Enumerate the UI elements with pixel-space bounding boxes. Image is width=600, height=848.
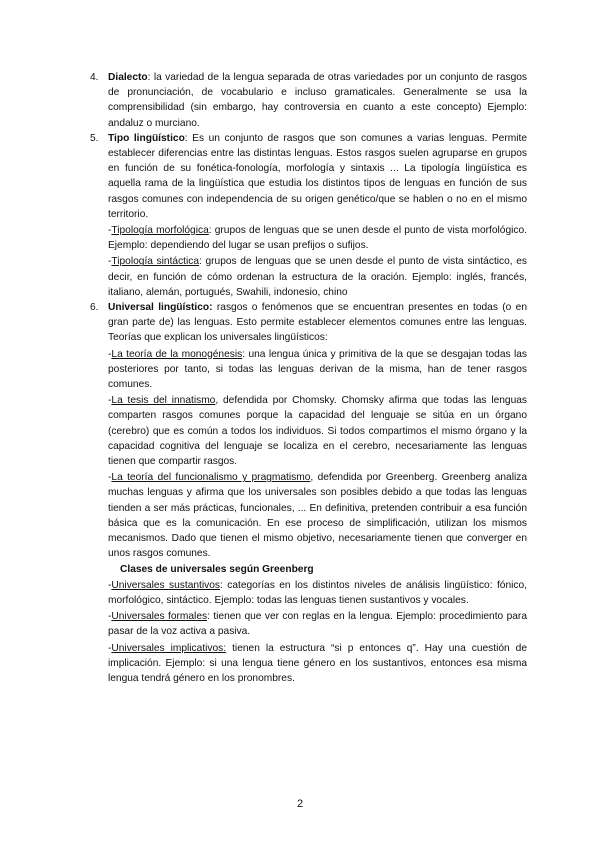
page-content — [90, 70, 527, 686]
sub-label: Tipología sintáctica — [111, 256, 200, 268]
list-item-universal-linguistico — [90, 300, 527, 686]
item-paragraph — [108, 70, 527, 131]
sub-label: Universales formales — [111, 611, 208, 623]
sub-paragraph: -Tipología morfológica: grupos de lenguas que se unen desde el punto de vista morfológico. Ejemplo: dependiendo del lugar se usan prefijos o sufijos. — [108, 225, 527, 252]
sub-paragraph: -Universales sustantivos: categorías en los distintos niveles de análisis lingüístico: fónico, morfológico, sintáctico. Ejemplo: todas las lenguas tienen sustantivos y vocales. — [108, 579, 527, 606]
item-paragraph — [108, 131, 527, 222]
sub-text: : grupos de lenguas que se unen desde el punto de vista sintáctico, es decir, en función de cómo ordenan la estructura de la oración. Ejemplo: inglés, francés, italiano, alemán, portugués, Swahili, indonesio, chino — [108, 256, 528, 298]
definition: : Es un conjunto de rasgos que son comunes a varias lenguas. Permite establecer diferencias entre las distintas lenguas. Estos rasgos suelen agruparse en grupos en función de su fonética-fonología, morfología y sintaxis ... La tipología lingüística es aquella rama de la lingüística que estudia los distintos tipos de lenguas en función de sus rasgos comunes con independencia de su origen genético/que se hablen o no en el mismo territorio. — [108, 132, 527, 220]
sub-label: La teoría de la monogénesis — [111, 348, 243, 360]
sub-paragraph: -Universales implicativos: tienen la estructura “si p entonces q”. Hay una cuestión de implicación. Ejemplo: si una lengua tiene género en los sustantivos, entonces esa misma lengua tendrá género en los pronombres. — [108, 642, 528, 684]
section-heading: Clases de universales según Greenberg — [120, 563, 314, 575]
sub-label: Tipología morfológica — [111, 225, 209, 237]
item-number: 5. — [90, 132, 99, 144]
sub-label: La teoría del funcionalismo y pragmatismo — [111, 472, 311, 484]
sub-paragraph: -Universales formales: tienen que ver con reglas en la lengua. Ejemplo: procedimiento para pasar de la voz activa a pasiva. — [108, 611, 527, 638]
item-number: 4. — [90, 72, 99, 83]
sub-text: : categorías en los distintos niveles de análisis lingüístico: fónico, morfológico, sintáctico. Ejemplo: todas las lenguas tienen sustantivos y vocales. — [108, 579, 527, 606]
page-number: 2 — [296, 798, 304, 810]
item-number: 6. — [90, 302, 99, 314]
sub-label: La tesis del innatismo — [111, 395, 216, 407]
term: Dialecto — [108, 72, 148, 83]
sub-text: : grupos de lenguas que se unen desde el punto de vista morfológico. Ejemplo: dependiendo del lugar se usan prefijos o sufijos. — [108, 225, 527, 252]
sub-text: , defendida por Chomsky. Chomsky afirma que todas las lenguas comparten rasgos comunes porque la capacidad del lenguaje se sitúa en un órgano (cerebro) que es común a todos los individuos. Si todos compartimos el mismo órgano y la capacidad cognitiva del lenguaje se localiza en el cerebro, necesariamente las lenguas tienen que compartir rasgos. — [108, 395, 528, 468]
sub-paragraph: -La teoría de la monogénesis: una lengua única y primitiva de la que se desgajan todas las posteriores por tanto, si todas las lenguas derivan de la misma, han de tener rasgos comunes. — [108, 348, 528, 391]
sub-paragraph: -Tipología sintáctica: grupos de lenguas que se unen desde el punto de vista sintáctico, es decir, en función de cómo ordenan la estructura de la oración. Ejemplo: inglés, francés, italiano, alemán, portugués, Swahili, indonesio, chino — [108, 256, 528, 298]
term: Tipo lingüístico — [108, 132, 185, 144]
sub-text: tienen la estructura “si p entonces q”. Hay una cuestión de implicación. Ejemplo: si una lengua tiene género en los sustantivos, entonces esa misma lengua tendrá género en los pronombres. — [108, 642, 528, 684]
sub-paragraph: -La teoría del funcionalismo y pragmatismo, defendida por Greenberg. Greenberg analiza muchas lenguas y afirma que los universales son posibles debido a que todas las lenguas tienden a ser más prácticas, funcionales, ... En definitiva, pretenden contribuir a esa función básica que es la comunicación. En ese proceso de simplificación, utilizan los mismos mecanismos. Dado que tienen el mismo objetivo, necesariamente tienen que converger en unos rasgos comunes. — [108, 472, 527, 560]
definition: : la variedad de la lengua separada de otras variedades por un conjunto de rasgos de pronunciación, de vocabulario e incluso gramaticales. Generalmente se usa la comprensibilidad (sin embargo, hay controversia en cuanto a este concepto) Ejemplo: andaluz o murciano. — [108, 72, 527, 129]
sub-label: Universales implicativos: — [111, 642, 227, 654]
sub-text: , defendida por Greenberg. Greenberg analiza muchas lenguas y afirma que los universales son posibles debido a que todas las lenguas tienden a ser más prácticas, funcionales, ... En definitiva, pretenden contribuir a esa función básica que es la comunicación. En ese proceso de simplificación, utilizan los mismos mecanismos. Dado que tienen el mismo objetivo, necesariamente tienen que converger en unos rasgos comunes. — [108, 472, 527, 560]
sub-text: : una lengua única y primitiva de la que se desgajan todas las posteriores por tanto, si todas las lenguas derivan de la misma, han de tener rasgos comunes. — [108, 348, 528, 391]
list-item-dialecto — [90, 70, 527, 131]
list-item-tipo-linguistico — [90, 131, 527, 300]
sub-label: Universales sustantivos — [111, 579, 220, 591]
item-paragraph — [108, 300, 527, 346]
sub-text: : tienen que ver con reglas en la lengua. Ejemplo: procedimiento para pasar de la voz activa a pasiva. — [108, 611, 527, 638]
sub-paragraph: -La tesis del innatismo, defendida por Chomsky. Chomsky afirma que todas las lenguas comparten rasgos comunes porque la capacidad del lenguaje se sitúa en un órgano (cerebro) que es común a todos los individuos. Si todos compartimos el mismo órgano y la capacidad cognitiva del lenguaje se localiza en el cerebro, necesariamente las lenguas tienen que compartir rasgos. — [108, 395, 528, 468]
term: Universal lingüístico: — [108, 302, 213, 314]
definition: rasgos o fenómenos que se encuentran presentes en todas (o en gran parte de) las lenguas. Esto permite establecer elementos comunes entre las lenguas. Teorías que explican los universales lingüísticos: — [108, 302, 528, 344]
